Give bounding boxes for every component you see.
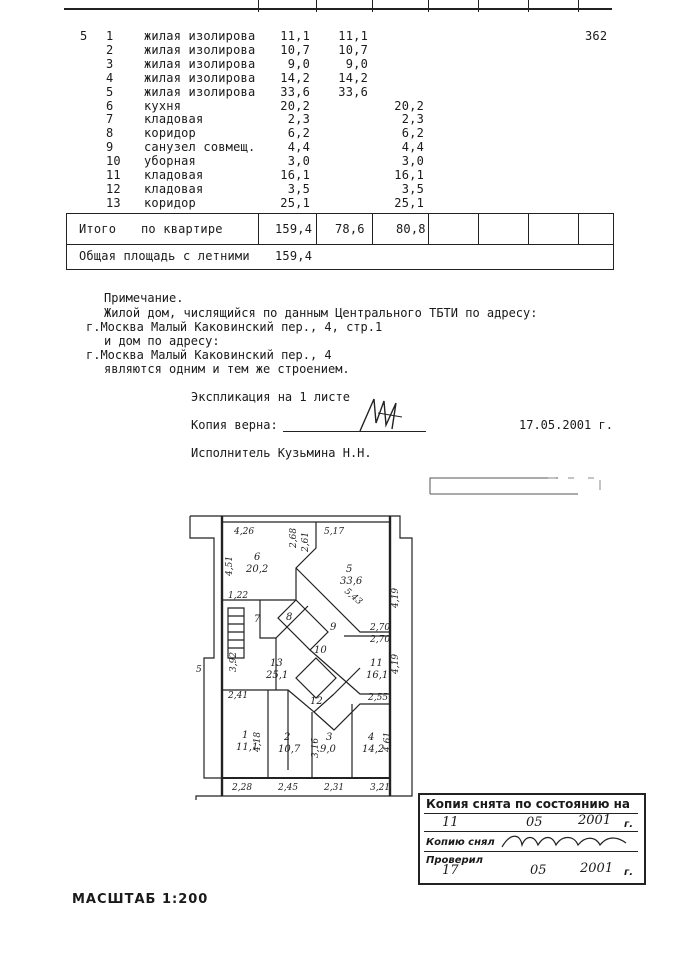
stamp-g-2: г. (624, 867, 634, 878)
cell-name: жилая изолирова (144, 70, 256, 85)
cell-name: кладовая (144, 181, 204, 196)
svg-text:9,0: 9,0 (320, 744, 336, 755)
svg-text:3,92: 3,92 (229, 651, 239, 672)
svg-text:5,43: 5,43 (342, 586, 364, 608)
cell-no: 9 (106, 140, 114, 155)
cell-living: 11,1 (338, 29, 368, 43)
cell-total: 3,0 (287, 154, 310, 169)
cell-no: 11 (106, 168, 121, 182)
svg-text:4,61: 4,61 (383, 731, 393, 752)
note-line-4: г.Москва Малый Каковинский пер., 4 (86, 348, 332, 362)
copy-date: 17.05.2001 г. (519, 418, 613, 432)
cell-total: 33,6 (280, 84, 310, 99)
cell-no: 10 (106, 154, 121, 169)
summer-area: 159,4 (275, 249, 313, 263)
cell-no: 5 (106, 84, 114, 99)
total-label-2: по квартире (141, 222, 223, 236)
cell-name: кухня (144, 98, 182, 113)
table-row (0, 43, 691, 57)
cell-total: 4,4 (287, 140, 310, 155)
svg-text:5,17: 5,17 (324, 527, 345, 537)
cell-name: кладовая (144, 168, 204, 182)
cell-living: 14,2 (338, 70, 368, 85)
cell-aux: 20,2 (394, 98, 424, 113)
svg-text:2,41: 2,41 (228, 691, 249, 701)
cell-no: 2 (106, 42, 114, 57)
svg-text:11: 11 (370, 658, 383, 669)
stamp-day-1: 11 (442, 815, 459, 830)
svg-text:6: 6 (254, 552, 261, 563)
cell-total: 25,1 (280, 195, 310, 210)
cell-no: 12 (106, 181, 121, 196)
cell-name: жилая изолирова (144, 56, 256, 71)
cell-no: 1 (106, 29, 114, 43)
cell-name: жилая изолирова (144, 42, 256, 57)
cell-no: 4 (106, 70, 114, 85)
svg-text:25,1: 25,1 (266, 670, 289, 681)
cell-name: кладовая (144, 112, 204, 127)
svg-text:4,19: 4,19 (391, 587, 401, 608)
table-row (0, 71, 691, 85)
summer-row (66, 243, 614, 270)
signature-mark (352, 393, 412, 433)
svg-text:2,70: 2,70 (370, 623, 391, 633)
svg-text:7: 7 (254, 614, 261, 625)
table-row (0, 168, 691, 182)
cell-no: 7 (106, 112, 114, 127)
svg-text:2,31: 2,31 (324, 783, 345, 793)
stamp-copied-label: Копию снял (426, 837, 495, 848)
cell-aux: 3,5 (401, 181, 424, 196)
cell-total: 11,1 (280, 29, 310, 43)
svg-text:10,7: 10,7 (278, 744, 301, 755)
cell-living: 33,6 (338, 84, 368, 99)
total-label-1: Итого (79, 222, 117, 236)
cell-aux: 4,4 (401, 140, 424, 155)
cell-aux: 3,0 (401, 154, 424, 169)
stamp-checked-label: Проверил (426, 855, 483, 866)
executor: Исполнитель Кузьмина Н.Н. (191, 446, 372, 460)
svg-text:4,51: 4,51 (225, 555, 235, 576)
svg-text:8: 8 (286, 612, 293, 623)
note-heading: Примечание. (104, 291, 184, 305)
svg-text:13: 13 (270, 658, 283, 669)
stamp-month-2: 05 (530, 863, 547, 878)
svg-text:2,61: 2,61 (301, 531, 311, 552)
floor-plan (184, 508, 424, 800)
total-aux: 80,8 (396, 222, 426, 236)
svg-text:2,68: 2,68 (289, 527, 299, 548)
copy-state-stamp (418, 793, 646, 885)
explication-sheets: Экспликация на 1 листе (191, 390, 350, 404)
svg-text:2,55: 2,55 (368, 693, 389, 703)
stamp-day-2: 17 (442, 863, 459, 878)
svg-text:5: 5 (196, 665, 202, 675)
svg-text:4,18: 4,18 (253, 731, 263, 752)
svg-text:12: 12 (310, 696, 323, 707)
cell-total: 6,2 (287, 126, 310, 141)
svg-text:4,26: 4,26 (234, 527, 255, 537)
cell-name: санузел совмещ. (144, 140, 256, 155)
svg-text:4: 4 (368, 732, 375, 743)
svg-text:2,70: 2,70 (370, 635, 391, 645)
table-row (0, 99, 691, 113)
stamp-title: Копия снята по состоянию на (426, 797, 630, 811)
svg-text:9: 9 (330, 622, 337, 633)
svg-text:2,45: 2,45 (278, 783, 299, 793)
cell-aux: 6,2 (401, 126, 424, 141)
table-top-rule (64, 8, 612, 10)
summer-label: Общая площадь с летними (79, 249, 250, 263)
svg-text:20,2: 20,2 (246, 564, 269, 575)
cell-no: 8 (106, 126, 114, 141)
note-line-1: Жилой дом, числящийся по данным Центрального ТБТИ по адресу: (104, 306, 538, 320)
cell-total: 9,0 (287, 56, 310, 71)
cell-total: 3,5 (287, 181, 310, 196)
cell-no: 6 (106, 98, 114, 113)
cell-total: 16,1 (280, 168, 310, 182)
svg-text:14,2: 14,2 (362, 744, 385, 755)
scale-label: МАСШТАБ 1:200 (72, 892, 209, 907)
svg-text:1,22: 1,22 (228, 591, 249, 601)
total-row (66, 213, 614, 245)
svg-text:10: 10 (314, 645, 327, 656)
svg-text:16,1: 16,1 (366, 670, 389, 681)
svg-text:4,19: 4,19 (391, 653, 401, 674)
note-line-3: и дом по адресу: (104, 334, 220, 348)
svg-text:11,1: 11,1 (236, 742, 259, 753)
stamp-g-1: г. (624, 819, 634, 830)
cell-total: 20,2 (280, 98, 310, 113)
cell-living: 9,0 (345, 56, 368, 71)
cell-aux: 16,1 (394, 168, 424, 182)
stamp-year-1: 2001 (578, 813, 612, 828)
total-living: 78,6 (335, 222, 365, 236)
note-line-2: г.Москва Малый Каковинский пер., 4, стр.1 (86, 320, 383, 334)
svg-text:1: 1 (242, 730, 249, 741)
note-line-5: являются одним и тем же строением. (104, 362, 350, 376)
total-area: 159,4 (275, 222, 313, 236)
table-row (0, 196, 691, 210)
cell-total: 14,2 (280, 70, 310, 85)
stamp-year-2: 2001 (580, 861, 614, 876)
copy-certified-label: Копия верна: (191, 418, 278, 432)
cell-no: 3 (106, 56, 114, 71)
svg-text:3: 3 (326, 732, 333, 743)
table-row (0, 112, 691, 126)
cell-aux: 2,3 (401, 112, 424, 127)
inventory-number: 362 (585, 29, 608, 43)
svg-text:3,21: 3,21 (370, 783, 391, 793)
stamp-month-1: 05 (526, 815, 543, 830)
cell-living: 10,7 (338, 42, 368, 57)
cell-total: 10,7 (280, 42, 310, 57)
cell-name: жилая изолирова (144, 84, 256, 99)
svg-text:2,28: 2,28 (232, 783, 253, 793)
svg-text:33,6: 33,6 (340, 576, 363, 587)
svg-text:2: 2 (284, 732, 291, 743)
table-row (0, 57, 691, 71)
table-row (0, 85, 691, 99)
faint-stamp-frame (428, 474, 608, 498)
stamp-signature (500, 831, 630, 853)
table-row (0, 182, 691, 196)
cell-no: 13 (106, 195, 121, 210)
floor-number: 5 (80, 29, 88, 43)
svg-text:5: 5 (346, 564, 353, 575)
table-row (0, 140, 691, 154)
cell-name: жилая изолирова (144, 29, 256, 43)
table-row (0, 154, 691, 168)
cell-aux: 25,1 (394, 195, 424, 210)
cell-name: уборная (144, 154, 196, 169)
cell-total: 2,3 (287, 112, 310, 127)
table-row (0, 126, 691, 140)
cell-name: коридор (144, 126, 196, 141)
cell-name: коридор (144, 195, 196, 210)
svg-text:3,16: 3,16 (311, 737, 321, 758)
